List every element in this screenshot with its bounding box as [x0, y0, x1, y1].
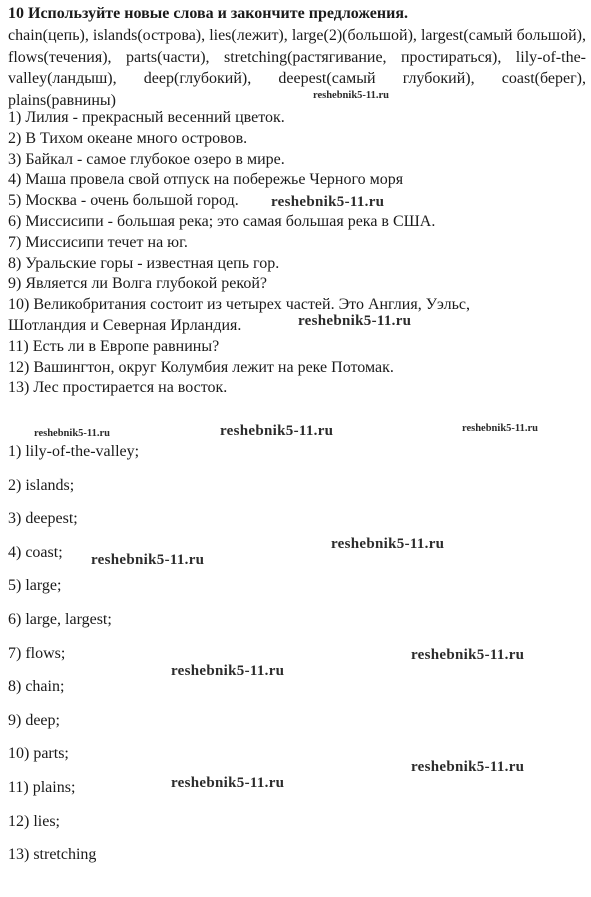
answer-item: 7) flows; — [8, 644, 66, 662]
watermark: reshebnik5-11.ru — [313, 90, 389, 101]
sentence-item: 5) Москва - очень большой город. — [8, 192, 239, 210]
watermark: reshebnik5-11.ru — [411, 759, 525, 775]
exercise-title: 10 Используйте новые слова и закончите предложения. — [8, 5, 408, 22]
watermark: reshebnik5-11.ru — [271, 194, 385, 210]
sentence-list — [8, 108, 470, 399]
answer-item: 10) parts; — [8, 745, 69, 763]
answer-item: 6) large, largest; — [8, 610, 112, 628]
answer-item: 4) coast; — [8, 543, 63, 561]
watermark: reshebnik5-11.ru — [91, 552, 205, 568]
watermark: reshebnik5-11.ru — [462, 423, 538, 434]
answer-item: 1) lily-of-the-valley; — [8, 443, 140, 460]
sentence-item: 7) Миссисипи течет на юг. — [8, 233, 188, 251]
sentence-item: 4) Маша провела свой отпуск на побережье Черного моря — [8, 171, 404, 189]
watermark: reshebnik5-11.ru — [411, 647, 525, 663]
watermark: reshebnik5-11.ru — [220, 423, 334, 439]
watermark: reshebnik5-11.ru — [171, 775, 285, 791]
sentence-item: 8) Уральские горы - известная цепь гор. — [8, 254, 280, 272]
watermark: reshebnik5-11.ru — [171, 663, 285, 679]
answer-item: 9) deep; — [8, 711, 60, 729]
sentence-item: 10) Великобритания состоит из четырех частей. Это Англия, Уэльс, — [8, 296, 470, 314]
sentence-item: 1) Лилия - прекрасный весенний цветок. — [8, 109, 285, 126]
sentence-item: 12) Вашингтон, округ Колумбия лежит на реке Потомак. — [8, 358, 394, 376]
answer-item: 8) chain; — [8, 678, 65, 696]
watermark: reshebnik5-11.ru — [34, 428, 110, 439]
sentence-item: 9) Является ли Волга глубокой рекой? — [8, 275, 268, 293]
answer-item: 5) large; — [8, 577, 62, 595]
answer-list — [8, 442, 139, 879]
answer-item: 11) plains; — [8, 778, 76, 796]
answer-item: 2) islands; — [8, 476, 75, 494]
sentence-item: 6) Миссисипи - большая река; это самая большая река в США. — [8, 212, 436, 230]
watermark: reshebnik5-11.ru — [331, 536, 445, 552]
sentence-item: 11) Есть ли в Европе равнины? — [8, 337, 220, 355]
answer-item: 3) deepest; — [8, 510, 78, 528]
vocabulary-list: chain(цепь), islands(острова), lies(лежит), large(2)(большой), largest(самый большой), flows(течения), parts(части), stretching(растягивание, простираться), lily-of-the-valley(ландыш), deep(глубокий), deepest(самый глубокий), coast(берег), plains(равнины) — [8, 27, 586, 109]
sentence-item: Шотландия и Северная Ирландия. — [8, 316, 242, 334]
watermark: reshebnik5-11.ru — [298, 313, 412, 329]
sentence-item: 13) Лес простирается на восток. — [8, 379, 228, 397]
sentence-item: 2) В Тихом океане много островов. — [8, 129, 248, 147]
sentence-item: 3) Байкал - самое глубокое озеро в мире. — [8, 150, 285, 168]
answer-item: 13) stretching — [8, 846, 97, 864]
answer-item: 12) lies; — [8, 812, 60, 830]
